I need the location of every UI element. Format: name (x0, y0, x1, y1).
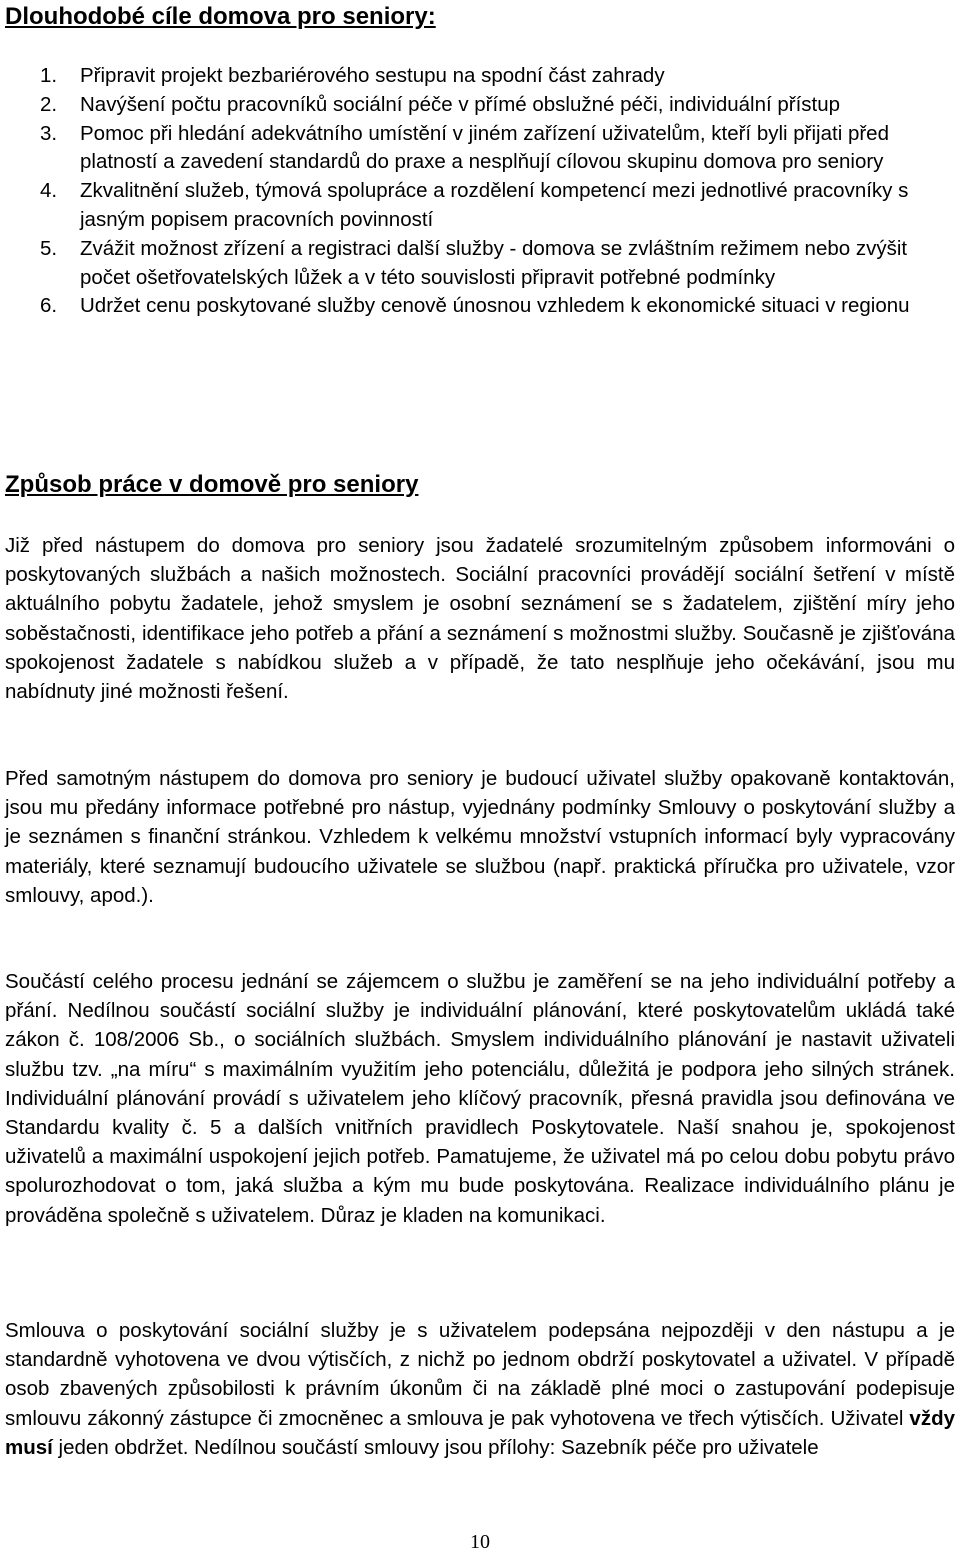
list-item (5, 62, 950, 91)
emphasis-text: vždy musí (5, 1406, 955, 1459)
list-item-text: Navýšení počtu pracovníků sociální péče v přímé obslužné péči, individuální přístup (80, 92, 841, 116)
list-item (5, 177, 950, 235)
list-item-number: 4. (40, 179, 58, 203)
list-item-text: Pomoc při hledání adekvátního umístění v jiném zařízení uživatelům, kteří byli přijati před platností a zavedení standardů do praxe a nesplňují cílovou skupinu domova pro seniory (80, 121, 889, 174)
page-title: Dlouhodobé cíle domova pro seniory: (5, 3, 436, 30)
page-number: 10 (470, 1531, 490, 1553)
paragraph-contract-text-end: jeden obdržet. Nedílnou součástí smlouvy jsou přílohy: Sazebník péče pro uživatele (52, 1435, 819, 1459)
section-heading: Způsob práce v domově pro seniory (5, 471, 419, 498)
goals-list (5, 62, 950, 321)
list-item-number: 5. (40, 236, 58, 260)
paragraph-contract-text: Smlouva o poskytování sociální služby je s uživatelem podepsána nejpozději v den nástupu a je standardně vyhotovena ve dvou výtisčích, z nichž po jednom obdrží poskytovatel a uživatel. V případě osob zbavených způsobilosti k právním úkonům či na základě plné moci o zastupování podepisuje smlouvu zákonný zástupce či zmocněnec a smlouva je pak vyhotovena ve třech výtisčích. Uživatel (5, 1319, 955, 1430)
list-item-text: Udržet cenu poskytované služby cenově únosnou vzhledem k ekonomické situaci v regionu (80, 294, 910, 318)
list-item-text: Připravit projekt bezbariérového sestupu na spodní část zahrady (80, 64, 665, 87)
list-item-text: Zkvalitnění služeb, týmová spolupráce a rozdělení kompetencí mezi jednotlivé pracovníky s jasným popisem pracovních povinností (80, 179, 909, 231)
paragraph-admission-info: Již před nástupem do domova pro seniory jsou žadatelé srozumitelným způsobem informováni o poskytovaných službách a našich možnostech. Sociální pracovníci provádějí sociální šetření v místě aktuálního pobytu žadatele, jehož smyslem je osobní seznámení se s žadatelem, zjištění míry jeho soběstačnosti, identifikace jeho potřeb a přání a seznámení s možnostmi služby. Současně je zjišťována spokojenost žadatele s nabídkou služeb a v případě, že tato nesplňuje jeho očekávání, jsou mu nabídnuty jiné možnosti řešení. (5, 534, 955, 704)
list-item (5, 91, 950, 120)
list-item-number: 3. (40, 121, 58, 145)
paragraph-before-arrival: Před samotným nástupem do domova pro seniory je budoucí uživatel služby opakovaně kontaktován, jsou mu předány informace potřebné pro nástup, vyjednány podmínky Smlouvy o poskytování služby a je seznámen s finanční stránkou. Vzhledem k velkému množství vstupních informací byly vypracovány materiály, které seznamují budoucího uživatele se službou (např. praktická příručka pro uživatele, vzor smlouvy, apod.). (5, 767, 955, 907)
list-item (5, 235, 950, 293)
list-item (5, 120, 950, 178)
list-item-text: Zvážit možnost zřízení a registraci další služby - domova se zvláštním režimem nebo zvýšit počet ošetřovatelských lůžek a v této souvislosti připravit potřebné podmínky (80, 236, 908, 289)
list-item-number: 6. (40, 294, 58, 318)
list-item (5, 292, 950, 321)
list-item-number: 2. (40, 92, 58, 116)
paragraph-individual-planning: Součástí celého procesu jednání se zájemcem o službu je zaměření se na jeho individuální potřeby a přání. Nedílnou součástí sociální služby je individuální plánování, které poskytovatelům ukládá také zákon č. 108/2006 Sb., o sociálních službách. Smyslem individuálního plánování je nastavit uživateli službu tzv. „na míru“ s maximálním využitím jeho potenciálu, důležitá je podpora jeho silných stránek. Individuální plánování provádí s uživatelem jeho klíčový pracovník, přesná pravidla jsou definována ve Standardu kvality č. 5 a dalších vnitřních pravidlech Poskytovatele. Naší snahou je, spokojenost uživatelů a maximální uspokojení jejich potřeb. Pamatujeme, že uživatel má po celou dobu pobytu právo spolurozhodovat o tom, jaká služba a kým mu bude poskytována. Realizace individuálního plánu je prováděna společně s uživatelem. Důraz je kladen na komunikaci. (5, 970, 955, 1227)
list-item-number: 1. (40, 64, 58, 87)
paragraph-contract (5, 1316, 955, 1462)
